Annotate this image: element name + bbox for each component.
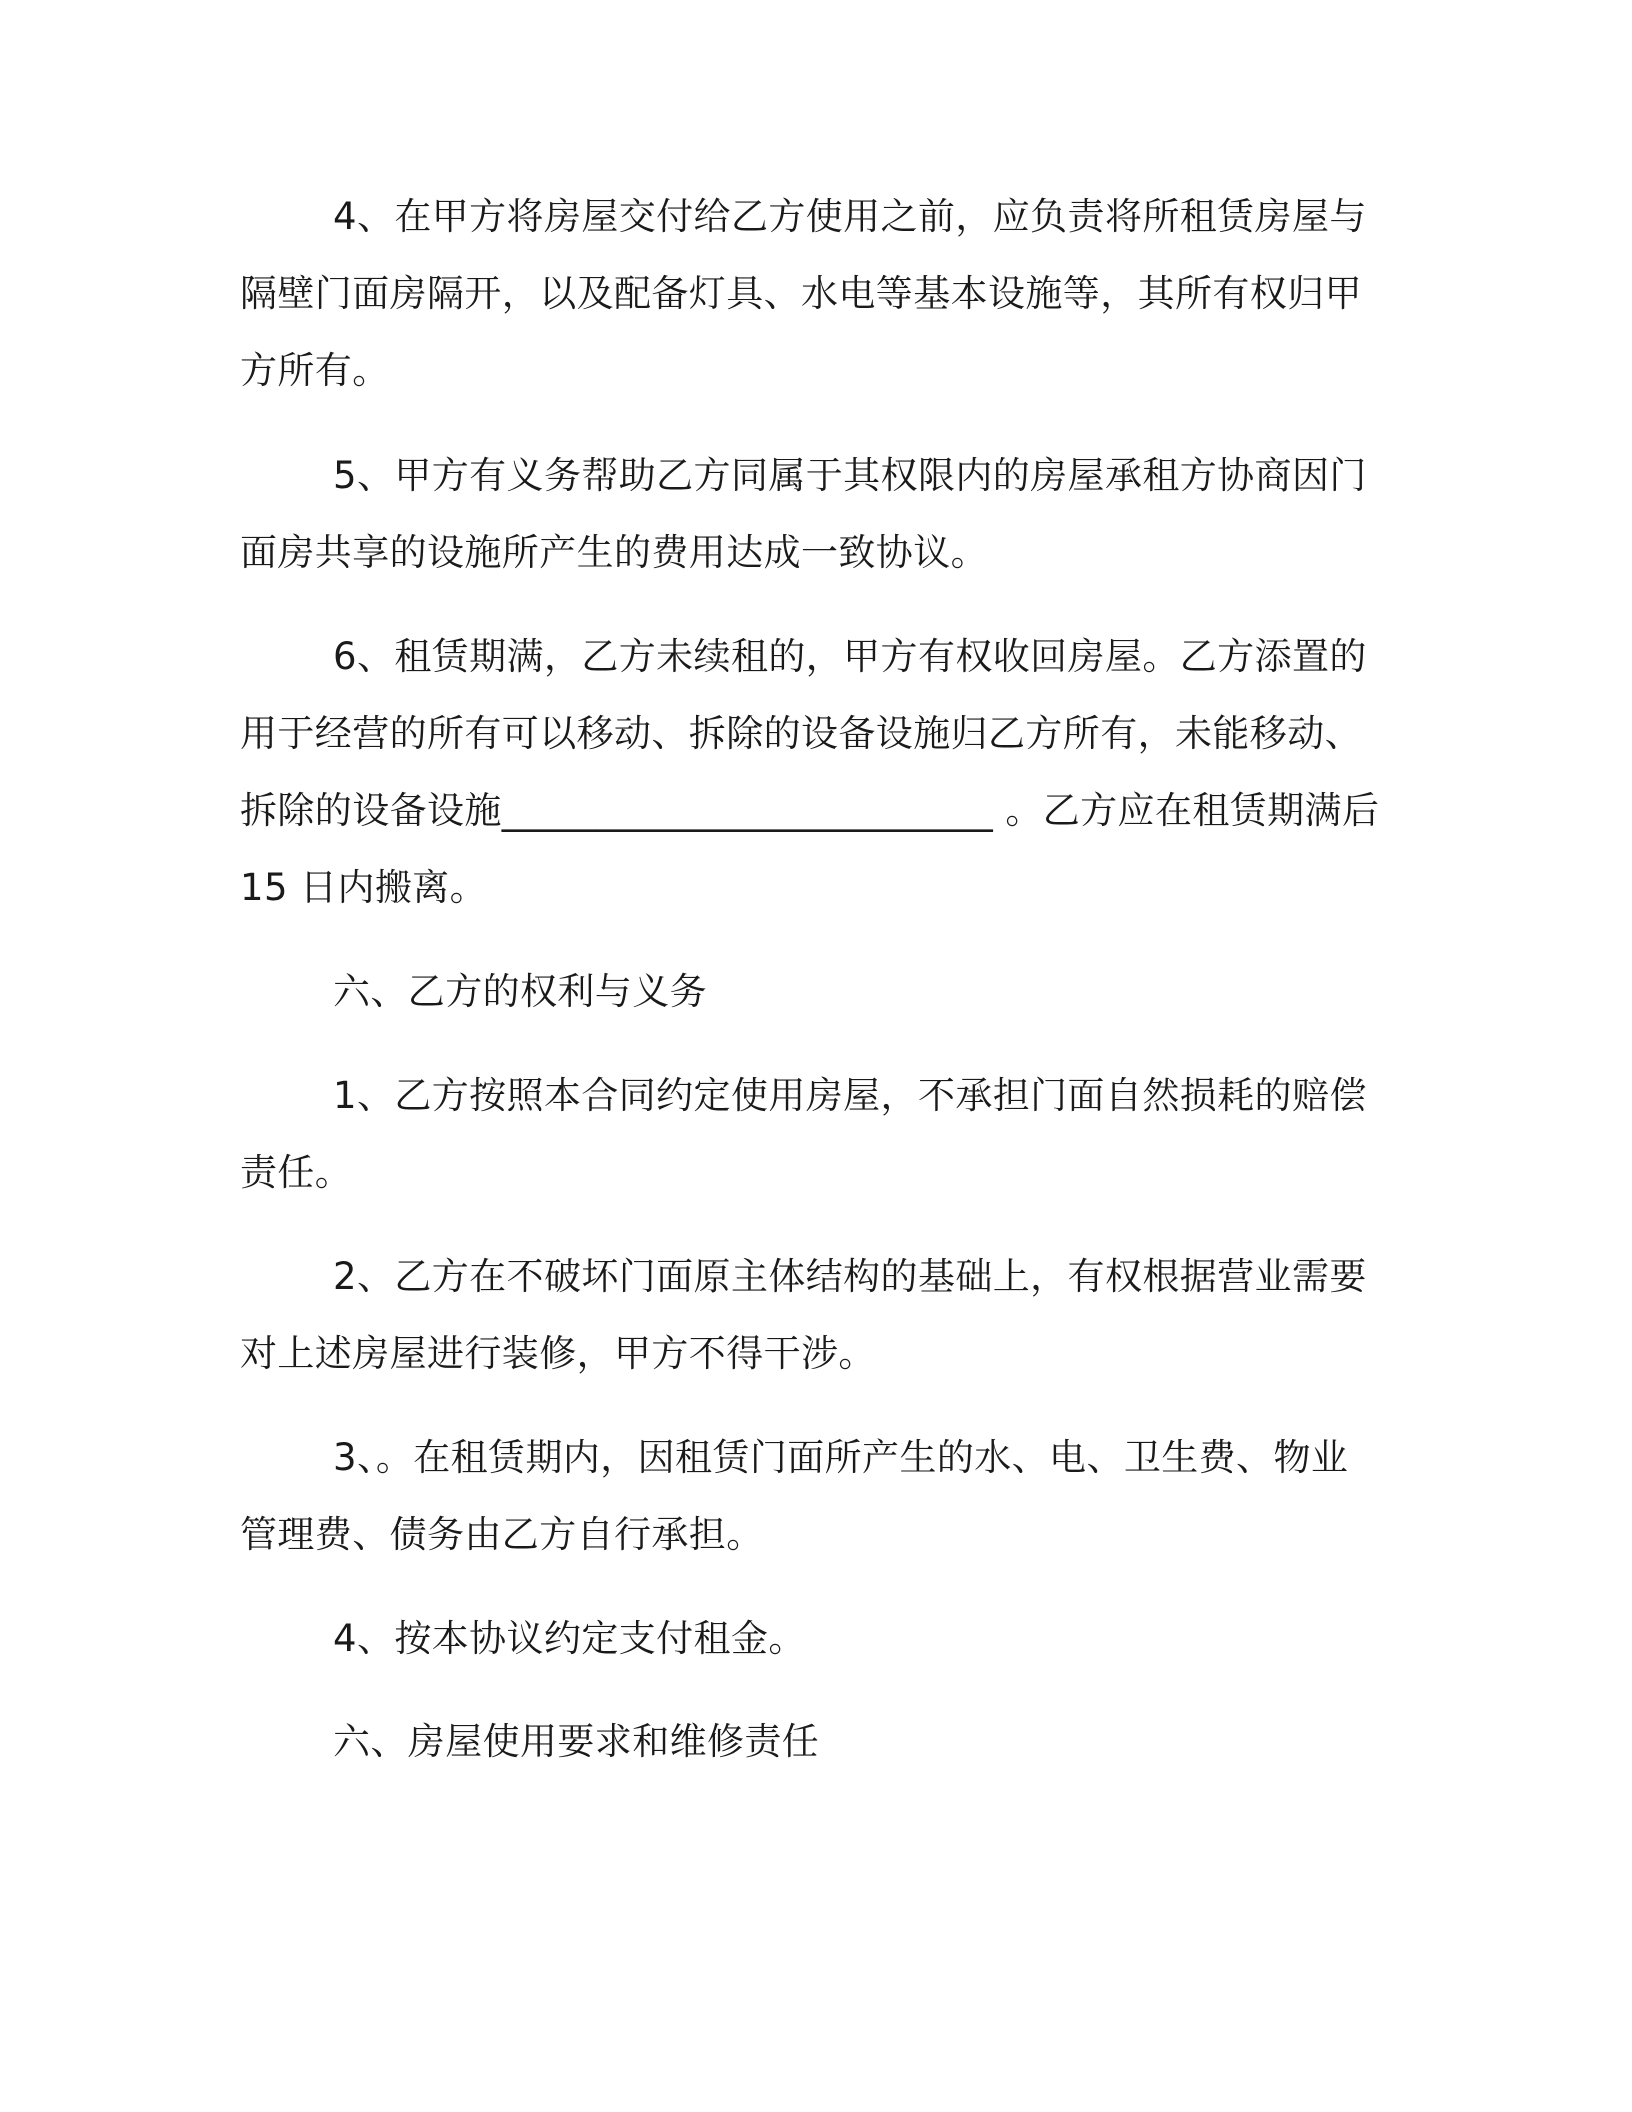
clause-4-line-1: 4、在甲方将房屋交付给乙方使用之前，应负责将所租赁房屋与 bbox=[333, 195, 1367, 238]
clause-4-line-2: 隔壁门面房隔开，以及配备灯具、水电等基本设施等，其所有权归甲 bbox=[240, 272, 1362, 315]
section-heading-usage-repair: 六、房屋使用要求和维修责任 bbox=[333, 1720, 820, 1763]
clause-6-line-1: 6、租赁期满，乙方未续租的，甲方有权收回房屋。乙方添置的 bbox=[333, 635, 1367, 678]
clause-6-line-2: 用于经营的所有可以移动、拆除的设备设施归乙方所有，未能移动、 bbox=[240, 712, 1362, 755]
clause-4-line-3: 方所有。 bbox=[240, 349, 390, 392]
clause-5-line-2: 面房共享的设施所产生的费用达成一致协议。 bbox=[240, 531, 988, 574]
party-b-clause-3-line-1: 3、。在租赁期内，因租赁门面所产生的水、电、卫生费、物业 bbox=[333, 1436, 1349, 1479]
party-b-clause-2-line-1: 2、乙方在不破坏门面原主体结构的基础上，有权根据营业需要 bbox=[333, 1255, 1367, 1298]
party-b-clause-1-line-2: 责任。 bbox=[240, 1151, 353, 1194]
clause-6-line-4: 15 日内搬离。 bbox=[240, 866, 488, 909]
clause-6-line-3: 拆除的设备设施__________________________ 。乙方应在租赁期满后 bbox=[240, 789, 1380, 832]
clause-5-line-1: 5、甲方有义务帮助乙方同属于其权限内的房屋承租方协商因门 bbox=[333, 454, 1367, 497]
party-b-clause-2-line-2: 对上述房屋进行装修，甲方不得干涉。 bbox=[240, 1332, 876, 1375]
section-heading-party-b-rights: 六、乙方的权利与义务 bbox=[333, 970, 707, 1013]
party-b-clause-1-line-1: 1、乙方按照本合同约定使用房屋，不承担门面自然损耗的赔偿 bbox=[333, 1074, 1367, 1117]
party-b-clause-4: 4、按本协议约定支付租金。 bbox=[333, 1617, 806, 1660]
party-b-clause-3-line-2: 管理费、债务由乙方自行承担。 bbox=[240, 1513, 764, 1556]
